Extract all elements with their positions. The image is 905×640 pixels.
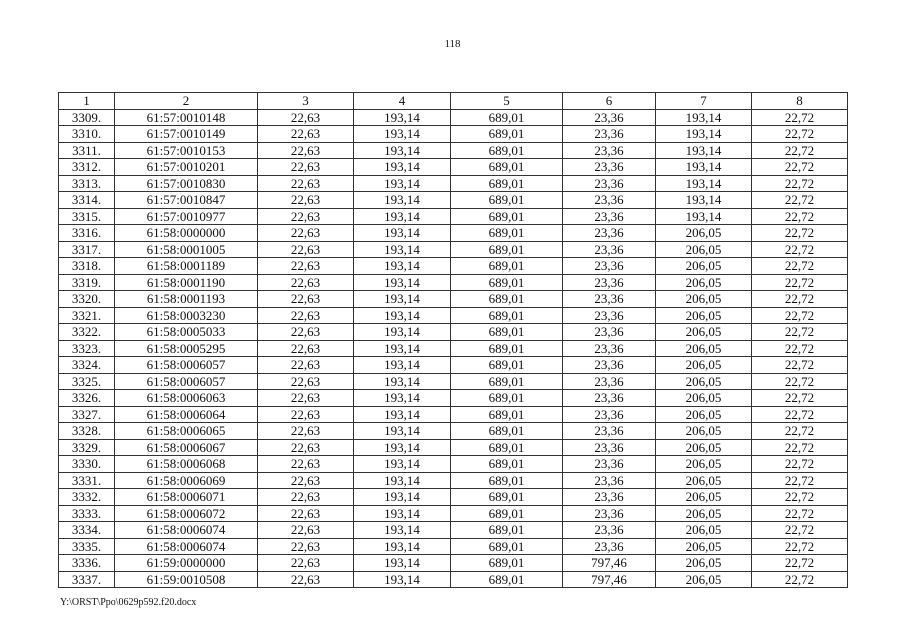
table-cell: 22,63 [258, 159, 354, 176]
table-cell: 22,72 [752, 538, 848, 555]
table-cell: 689,01 [451, 489, 563, 506]
table-cell: 193,14 [354, 357, 451, 374]
table-cell: 22,72 [752, 175, 848, 192]
table-cell: 23,36 [563, 258, 656, 275]
table-cell: 22,63 [258, 175, 354, 192]
table-cell: 206,05 [656, 324, 752, 341]
column-header: 4 [354, 93, 451, 110]
table-cell: 3314. [59, 192, 115, 209]
table-cell: 3318. [59, 258, 115, 275]
table-cell: 22,63 [258, 406, 354, 423]
column-header: 7 [656, 93, 752, 110]
table-cell: 193,14 [656, 126, 752, 143]
column-header: 5 [451, 93, 563, 110]
table-cell: 193,14 [354, 472, 451, 489]
table-cell: 193,14 [354, 241, 451, 258]
table-cell: 61:57:0010977 [115, 208, 258, 225]
table-cell: 3332. [59, 489, 115, 506]
table-row [59, 423, 848, 440]
table-cell: 193,14 [656, 109, 752, 126]
table-row [59, 522, 848, 539]
table-cell: 22,72 [752, 571, 848, 588]
table-cell: 22,72 [752, 291, 848, 308]
table-cell: 193,14 [354, 406, 451, 423]
table-cell: 22,72 [752, 555, 848, 572]
table-cell: 22,63 [258, 489, 354, 506]
table-cell: 61:58:0005033 [115, 324, 258, 341]
table-cell: 689,01 [451, 126, 563, 143]
table-cell: 193,14 [354, 126, 451, 143]
table-cell: 206,05 [656, 555, 752, 572]
table-cell: 22,72 [752, 159, 848, 176]
table-cell: 206,05 [656, 406, 752, 423]
table-cell: 689,01 [451, 192, 563, 209]
table-cell: 22,72 [752, 472, 848, 489]
table-cell: 3322. [59, 324, 115, 341]
table-cell: 22,63 [258, 126, 354, 143]
table-cell: 3321. [59, 307, 115, 324]
table-cell: 689,01 [451, 109, 563, 126]
table-cell: 3320. [59, 291, 115, 308]
table-cell: 689,01 [451, 373, 563, 390]
table-cell: 3335. [59, 538, 115, 555]
table-cell: 3316. [59, 225, 115, 242]
table-cell: 61:58:0003230 [115, 307, 258, 324]
table-cell: 22,63 [258, 109, 354, 126]
table-row [59, 439, 848, 456]
table-cell: 193,14 [354, 159, 451, 176]
table-cell: 206,05 [656, 225, 752, 242]
table-cell: 22,63 [258, 456, 354, 473]
table-cell: 22,63 [258, 423, 354, 440]
table-row [59, 489, 848, 506]
table-cell: 206,05 [656, 538, 752, 555]
table-cell: 689,01 [451, 225, 563, 242]
table-cell: 22,63 [258, 373, 354, 390]
table-cell: 61:58:0001193 [115, 291, 258, 308]
table-cell: 61:58:0001190 [115, 274, 258, 291]
table-cell: 22,63 [258, 439, 354, 456]
table-cell: 22,63 [258, 357, 354, 374]
table-cell: 3312. [59, 159, 115, 176]
table-cell: 689,01 [451, 357, 563, 374]
table-cell: 22,63 [258, 274, 354, 291]
table-cell: 689,01 [451, 522, 563, 539]
table-cell: 193,14 [656, 208, 752, 225]
table-row [59, 340, 848, 357]
table-cell: 22,63 [258, 555, 354, 572]
table-cell: 61:58:0006057 [115, 357, 258, 374]
table-cell: 61:58:0006074 [115, 522, 258, 539]
column-header: 2 [115, 93, 258, 110]
table-cell: 689,01 [451, 439, 563, 456]
column-header: 3 [258, 93, 354, 110]
table-row [59, 538, 848, 555]
table-cell: 22,72 [752, 406, 848, 423]
table-cell: 61:58:0006065 [115, 423, 258, 440]
table-cell: 3324. [59, 357, 115, 374]
table-cell: 61:59:0010508 [115, 571, 258, 588]
table-cell: 22,63 [258, 258, 354, 275]
table-cell: 206,05 [656, 522, 752, 539]
table-cell: 61:58:0001189 [115, 258, 258, 275]
table-cell: 3317. [59, 241, 115, 258]
column-header: 1 [59, 93, 115, 110]
table-cell: 61:58:0006072 [115, 505, 258, 522]
table-cell: 22,72 [752, 307, 848, 324]
table-cell: 3334. [59, 522, 115, 539]
table-cell: 61:58:0000000 [115, 225, 258, 242]
table-cell: 22,72 [752, 241, 848, 258]
table-cell: 193,14 [354, 456, 451, 473]
table-cell: 206,05 [656, 390, 752, 407]
table-row [59, 291, 848, 308]
table-cell: 689,01 [451, 274, 563, 291]
table-cell: 206,05 [656, 357, 752, 374]
table-cell: 23,36 [563, 225, 656, 242]
table-cell: 689,01 [451, 472, 563, 489]
table-cell: 61:58:0006071 [115, 489, 258, 506]
table-cell: 23,36 [563, 505, 656, 522]
table-cell: 22,72 [752, 126, 848, 143]
table-cell: 23,36 [563, 324, 656, 341]
table-cell: 61:58:0006063 [115, 390, 258, 407]
table-cell: 23,36 [563, 456, 656, 473]
table-cell: 23,36 [563, 357, 656, 374]
table-cell: 22,72 [752, 208, 848, 225]
table-cell: 193,14 [354, 324, 451, 341]
table-row [59, 126, 848, 143]
table-cell: 22,63 [258, 538, 354, 555]
table-cell: 3333. [59, 505, 115, 522]
table-cell: 22,72 [752, 456, 848, 473]
table-row [59, 192, 848, 209]
table-cell: 3309. [59, 109, 115, 126]
table-cell: 23,36 [563, 241, 656, 258]
table-cell: 3326. [59, 390, 115, 407]
table-cell: 22,72 [752, 258, 848, 275]
table-cell: 61:59:0000000 [115, 555, 258, 572]
table-cell: 22,63 [258, 142, 354, 159]
table-cell: 206,05 [656, 456, 752, 473]
table-cell: 23,36 [563, 423, 656, 440]
table-cell: 3331. [59, 472, 115, 489]
table-row [59, 208, 848, 225]
table-cell: 689,01 [451, 340, 563, 357]
table-cell: 3336. [59, 555, 115, 572]
footer-file-path: Y:\ORST\Ppo\0629p592.f20.docx [60, 597, 197, 608]
table-cell: 689,01 [451, 208, 563, 225]
table-cell: 689,01 [451, 571, 563, 588]
table-cell: 206,05 [656, 439, 752, 456]
table-cell: 23,36 [563, 472, 656, 489]
table-row [59, 373, 848, 390]
table-cell: 23,36 [563, 439, 656, 456]
table-cell: 689,01 [451, 555, 563, 572]
table-cell: 61:57:0010148 [115, 109, 258, 126]
data-table [58, 92, 848, 588]
table-cell: 3323. [59, 340, 115, 357]
table-cell: 23,36 [563, 126, 656, 143]
table-cell: 23,36 [563, 522, 656, 539]
table-header-row [59, 93, 848, 110]
table-cell: 689,01 [451, 291, 563, 308]
table-cell: 3325. [59, 373, 115, 390]
table-cell: 61:58:0006074 [115, 538, 258, 555]
table-row [59, 175, 848, 192]
table-cell: 3337. [59, 571, 115, 588]
table-cell: 22,63 [258, 225, 354, 242]
table-row [59, 390, 848, 407]
table-cell: 193,14 [656, 192, 752, 209]
table-cell: 193,14 [354, 489, 451, 506]
table-cell: 22,63 [258, 340, 354, 357]
table-cell: 797,46 [563, 571, 656, 588]
table-cell: 61:57:0010201 [115, 159, 258, 176]
table-cell: 22,72 [752, 192, 848, 209]
table-cell: 206,05 [656, 291, 752, 308]
table-cell: 22,63 [258, 571, 354, 588]
table-cell: 22,72 [752, 522, 848, 539]
table-row [59, 142, 848, 159]
table-cell: 3327. [59, 406, 115, 423]
table-cell: 23,36 [563, 390, 656, 407]
table-cell: 23,36 [563, 175, 656, 192]
table-cell: 193,14 [354, 258, 451, 275]
table-cell: 193,14 [656, 142, 752, 159]
table-cell: 23,36 [563, 406, 656, 423]
table-cell: 22,72 [752, 357, 848, 374]
table-cell: 61:58:0006068 [115, 456, 258, 473]
table-cell: 22,63 [258, 390, 354, 407]
table-cell: 23,36 [563, 340, 656, 357]
table-cell: 689,01 [451, 456, 563, 473]
table-cell: 3328. [59, 423, 115, 440]
table-cell: 61:57:0010830 [115, 175, 258, 192]
table-row [59, 406, 848, 423]
table-row [59, 571, 848, 588]
table-cell: 193,14 [354, 373, 451, 390]
table-cell: 22,63 [258, 472, 354, 489]
table-cell: 3319. [59, 274, 115, 291]
table-cell: 193,14 [354, 505, 451, 522]
table-cell: 193,14 [354, 423, 451, 440]
table-cell: 22,72 [752, 423, 848, 440]
table-cell: 23,36 [563, 192, 656, 209]
table-cell: 23,36 [563, 208, 656, 225]
table-row [59, 357, 848, 374]
table-cell: 193,14 [354, 208, 451, 225]
table-row [59, 307, 848, 324]
table-cell: 22,72 [752, 505, 848, 522]
table-cell: 22,72 [752, 373, 848, 390]
table-cell: 193,14 [354, 109, 451, 126]
table-cell: 23,36 [563, 159, 656, 176]
table-cell: 22,72 [752, 274, 848, 291]
table-cell: 22,72 [752, 225, 848, 242]
table-cell: 22,63 [258, 505, 354, 522]
table-row [59, 274, 848, 291]
table-row [59, 109, 848, 126]
table-cell: 193,14 [354, 274, 451, 291]
table-cell: 193,14 [354, 291, 451, 308]
table-cell: 193,14 [354, 571, 451, 588]
table-cell: 206,05 [656, 489, 752, 506]
table-cell: 61:57:0010153 [115, 142, 258, 159]
table-cell: 23,36 [563, 291, 656, 308]
table-row [59, 258, 848, 275]
table-cell: 689,01 [451, 406, 563, 423]
table-cell: 206,05 [656, 274, 752, 291]
table-cell: 22,63 [258, 324, 354, 341]
table-cell: 193,14 [354, 192, 451, 209]
table-cell: 61:58:0005295 [115, 340, 258, 357]
table-cell: 23,36 [563, 307, 656, 324]
table-cell: 61:58:0006057 [115, 373, 258, 390]
table-cell: 689,01 [451, 258, 563, 275]
table-cell: 22,72 [752, 109, 848, 126]
table-cell: 23,36 [563, 274, 656, 291]
table-cell: 193,14 [354, 225, 451, 242]
table-cell: 61:57:0010149 [115, 126, 258, 143]
table-cell: 23,36 [563, 109, 656, 126]
table-row [59, 505, 848, 522]
table-cell: 206,05 [656, 258, 752, 275]
table-cell: 61:58:0006064 [115, 406, 258, 423]
table-cell: 193,14 [354, 522, 451, 539]
table-cell: 193,14 [656, 159, 752, 176]
table-cell: 22,63 [258, 192, 354, 209]
table-cell: 206,05 [656, 423, 752, 440]
table-cell: 206,05 [656, 373, 752, 390]
table-row [59, 159, 848, 176]
table-cell: 22,63 [258, 208, 354, 225]
table-row [59, 555, 848, 572]
table-cell: 206,05 [656, 241, 752, 258]
table-cell: 689,01 [451, 241, 563, 258]
table-cell: 22,63 [258, 307, 354, 324]
table-cell: 22,72 [752, 439, 848, 456]
table-cell: 206,05 [656, 307, 752, 324]
table-cell: 61:58:0006067 [115, 439, 258, 456]
table-cell: 3315. [59, 208, 115, 225]
table-cell: 22,72 [752, 390, 848, 407]
table-cell: 22,63 [258, 241, 354, 258]
table-cell: 689,01 [451, 324, 563, 341]
table-cell: 206,05 [656, 472, 752, 489]
table-cell: 193,14 [354, 175, 451, 192]
table-cell: 689,01 [451, 505, 563, 522]
table-cell: 61:58:0001005 [115, 241, 258, 258]
table-cell: 3310. [59, 126, 115, 143]
table-cell: 797,46 [563, 555, 656, 572]
table-cell: 193,14 [354, 439, 451, 456]
table-body [59, 109, 848, 588]
page-number: 118 [444, 38, 461, 50]
table-cell: 61:57:0010847 [115, 192, 258, 209]
table-row [59, 456, 848, 473]
table-cell: 22,72 [752, 142, 848, 159]
table-cell: 193,14 [354, 390, 451, 407]
table-cell: 23,36 [563, 489, 656, 506]
table-row [59, 324, 848, 341]
column-header: 8 [752, 93, 848, 110]
table-cell: 22,63 [258, 522, 354, 539]
table-cell: 689,01 [451, 390, 563, 407]
table-cell: 193,14 [354, 555, 451, 572]
table-cell: 3329. [59, 439, 115, 456]
table-cell: 206,05 [656, 505, 752, 522]
table-cell: 193,14 [354, 340, 451, 357]
table-cell: 689,01 [451, 175, 563, 192]
table-row [59, 241, 848, 258]
table-cell: 689,01 [451, 307, 563, 324]
table-cell: 206,05 [656, 571, 752, 588]
table-cell: 193,14 [354, 538, 451, 555]
column-header: 6 [563, 93, 656, 110]
table-cell: 61:58:0006069 [115, 472, 258, 489]
table-cell: 22,63 [258, 291, 354, 308]
table-row [59, 472, 848, 489]
table-cell: 206,05 [656, 340, 752, 357]
table-cell: 22,72 [752, 489, 848, 506]
table-cell: 193,14 [354, 307, 451, 324]
table-cell: 193,14 [354, 142, 451, 159]
table-cell: 22,72 [752, 324, 848, 341]
table-cell: 22,72 [752, 340, 848, 357]
table-cell: 689,01 [451, 423, 563, 440]
table-cell: 193,14 [656, 175, 752, 192]
table-cell: 3330. [59, 456, 115, 473]
table-cell: 23,36 [563, 538, 656, 555]
table-cell: 23,36 [563, 142, 656, 159]
table-cell: 689,01 [451, 142, 563, 159]
table-cell: 3313. [59, 175, 115, 192]
table-row [59, 225, 848, 242]
table-cell: 689,01 [451, 538, 563, 555]
table-cell: 3311. [59, 142, 115, 159]
table-cell: 689,01 [451, 159, 563, 176]
table-cell: 23,36 [563, 373, 656, 390]
